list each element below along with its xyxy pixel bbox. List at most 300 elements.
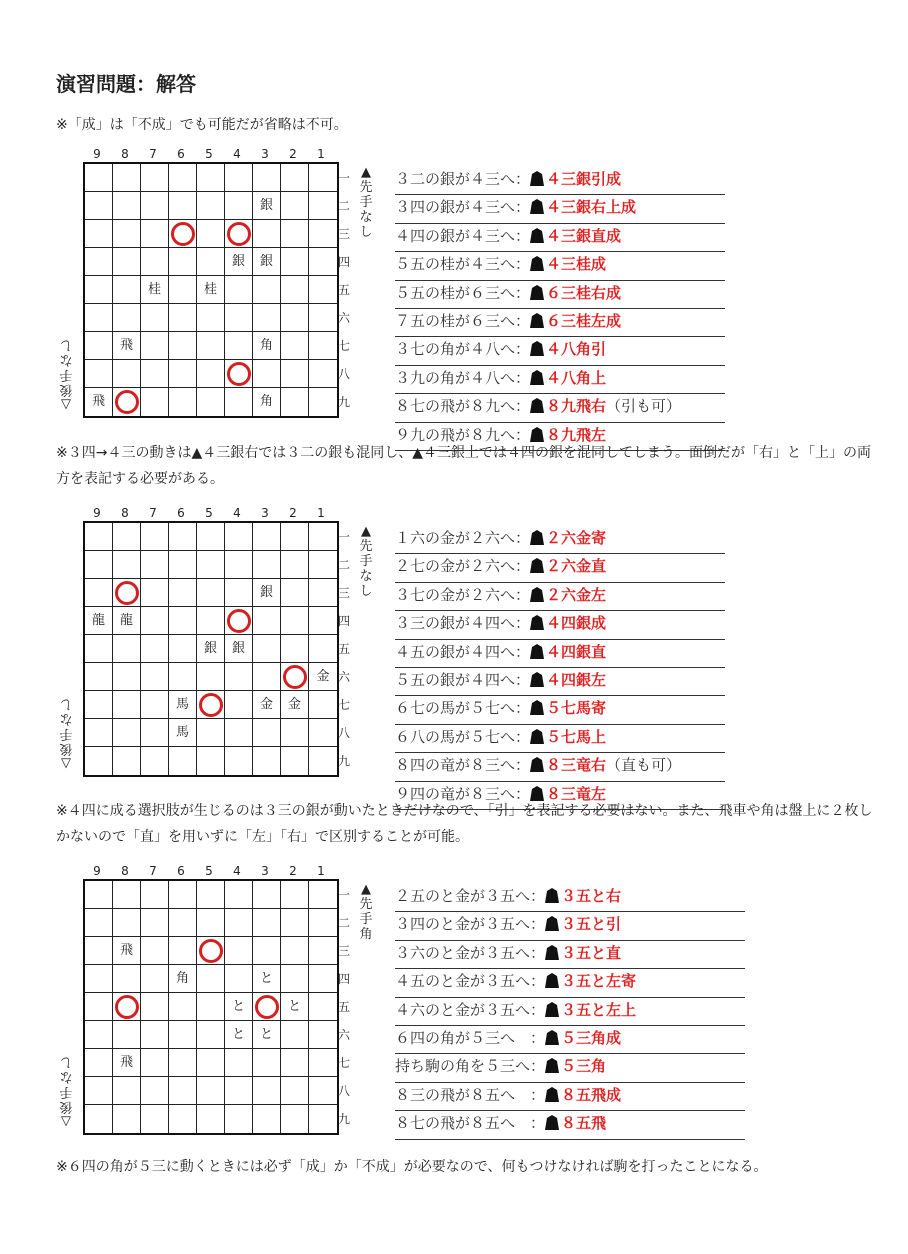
- board-square: [169, 523, 197, 551]
- board-square: [309, 691, 337, 719]
- rank-label: 四: [338, 255, 351, 269]
- answer-row: [395, 583, 725, 611]
- shogi-piece: 角: [175, 971, 189, 986]
- answer-question: ８四の竜が８三へ：: [395, 756, 531, 775]
- board-square: [253, 965, 281, 993]
- shogi-board: [83, 162, 339, 418]
- answer-move: ５三角: [561, 1057, 607, 1076]
- board-square: [197, 881, 225, 909]
- board-square: [85, 523, 113, 551]
- board-square: [197, 388, 225, 416]
- board-square: [141, 747, 169, 775]
- board-square: [253, 304, 281, 332]
- board-square: [113, 276, 141, 304]
- shogi-piece: 飛: [91, 394, 105, 409]
- answer-move: ５七馬寄: [546, 699, 607, 718]
- board-square: [225, 360, 253, 388]
- shogi-piece: 銀: [231, 641, 245, 656]
- answer-move: ４八角上: [546, 368, 607, 387]
- black-piece-icon: [545, 943, 559, 967]
- board-square: [281, 663, 309, 691]
- rank-label: 二: [338, 916, 351, 930]
- answer-question: ６七の馬が５七へ：: [395, 699, 531, 718]
- board-square: [169, 1077, 197, 1105]
- board-square: [281, 909, 309, 937]
- rank-label: 二: [338, 199, 351, 213]
- black-piece-icon: [530, 698, 544, 722]
- answer-question: ３七の角が４八へ：: [395, 340, 531, 359]
- board-square: [113, 551, 141, 579]
- black-piece-icon: [545, 914, 559, 938]
- shogi-piece: 桂: [203, 282, 217, 297]
- file-label: 5: [205, 506, 213, 520]
- answer-move: ４三銀引成: [546, 170, 622, 188]
- rank-label: 一: [338, 171, 351, 185]
- board-square: [225, 579, 253, 607]
- board-square: [85, 1049, 113, 1077]
- board-square: [141, 1049, 169, 1077]
- board-square: [309, 1049, 337, 1077]
- board-square: [281, 192, 309, 220]
- board-square: [253, 579, 281, 607]
- file-label: 4: [233, 506, 241, 520]
- shogi-piece: 銀: [231, 254, 245, 269]
- target-circle-marker: [115, 390, 139, 414]
- board-square: [169, 747, 197, 775]
- board-square: [225, 523, 253, 551]
- answer-row: [395, 969, 745, 997]
- board-square: [85, 993, 113, 1021]
- rank-label: 四: [338, 972, 351, 986]
- board-square: [281, 993, 309, 1021]
- board-square: [141, 691, 169, 719]
- answer-row: [395, 912, 745, 940]
- answer-remark: （直も可）: [606, 756, 682, 775]
- board-square: [197, 360, 225, 388]
- board-square: [141, 360, 169, 388]
- board-square: [85, 909, 113, 937]
- board-square: [253, 937, 281, 965]
- board-square: [225, 881, 253, 909]
- board-square: [309, 1077, 337, 1105]
- answer-move: ４四銀直: [546, 642, 607, 661]
- target-circle-marker: [115, 581, 139, 605]
- board-square: [169, 719, 197, 747]
- board-square: [169, 881, 197, 909]
- rank-label: 三: [338, 227, 351, 241]
- board-square: [169, 993, 197, 1021]
- black-piece-icon: [545, 1000, 559, 1024]
- board-square: [253, 332, 281, 360]
- board-square: [225, 192, 253, 220]
- board-square: [197, 965, 225, 993]
- board-square: [309, 937, 337, 965]
- answer-question: ３四の銀が４三へ：: [395, 198, 531, 217]
- black-piece-icon: [545, 1085, 559, 1109]
- problem-1: [0, 147, 908, 447]
- answer-question: ５五の桂が４三へ：: [395, 255, 531, 274]
- board-square: [113, 691, 141, 719]
- board-square: [169, 304, 197, 332]
- board-square: [253, 360, 281, 388]
- board-square: [309, 579, 337, 607]
- shogi-piece: 金: [316, 669, 330, 684]
- board-square: [253, 1077, 281, 1105]
- board-square: [281, 360, 309, 388]
- target-circle-marker: [255, 995, 279, 1019]
- board-square: [197, 220, 225, 248]
- answer-question: ９九の飛が８九へ：: [395, 425, 531, 444]
- board-square: [225, 551, 253, 579]
- board-square: [169, 332, 197, 360]
- shogi-piece: 角: [259, 394, 273, 409]
- shogi-piece: と: [259, 1027, 273, 1042]
- board-square: [225, 248, 253, 276]
- board-square: [309, 747, 337, 775]
- board-square: [253, 523, 281, 551]
- file-labels: [83, 864, 337, 880]
- answer-move: ３五と直: [561, 943, 622, 962]
- answer-question: ６八の馬が５七へ：: [395, 727, 531, 746]
- answer-question: 持ち駒の角を５三へ：: [395, 1057, 546, 1076]
- black-piece-icon: [545, 971, 559, 995]
- answer-move: ８三竜左: [546, 784, 607, 803]
- file-label: 9: [93, 864, 101, 878]
- shogi-piece: 飛: [119, 338, 133, 353]
- black-piece-icon: [530, 311, 544, 335]
- board-square: [169, 276, 197, 304]
- board-square: [309, 719, 337, 747]
- file-label: 1: [317, 506, 325, 520]
- answer-row: [395, 884, 745, 912]
- board-square: [253, 1049, 281, 1077]
- answer-question: ２七の金が２六へ：: [395, 557, 531, 576]
- answer-row: [395, 366, 725, 394]
- shogi-piece: 馬: [175, 725, 189, 740]
- board-square: [309, 360, 337, 388]
- board-square: [141, 164, 169, 192]
- rank-label: 七: [338, 698, 351, 712]
- target-circle-marker: [199, 939, 223, 963]
- board-square: [253, 220, 281, 248]
- rank-label: 八: [338, 726, 351, 740]
- board-square: [253, 691, 281, 719]
- target-circle-marker: [227, 222, 251, 246]
- board-square: [253, 388, 281, 416]
- shogi-piece: 馬: [175, 697, 189, 712]
- board-square: [197, 691, 225, 719]
- black-piece-icon: [530, 197, 544, 221]
- black-piece-icon: [530, 169, 544, 193]
- board-square: [113, 1021, 141, 1049]
- board-square: [253, 881, 281, 909]
- shogi-piece: と: [259, 971, 273, 986]
- board-square: [85, 937, 113, 965]
- board-square: [253, 607, 281, 635]
- board-square: [309, 248, 337, 276]
- board-square: [281, 691, 309, 719]
- note-2: ※４四に成る選択肢が生じるのは３三の銀が動いたときだけなので、「引」を表記する必要はない。また、飛車や角は盤上に２枚しかないので「直」を用いずに「左」「右」で区別することが可能。: [56, 803, 873, 845]
- board-square: [281, 1077, 309, 1105]
- board-square: [225, 965, 253, 993]
- board-square: [113, 579, 141, 607]
- board-square: [225, 663, 253, 691]
- shogi-piece: 銀: [259, 254, 273, 269]
- board-square: [169, 220, 197, 248]
- answer-move: ３五と左寄: [561, 972, 637, 991]
- answer-move: ４八角引: [546, 340, 607, 359]
- answer-question: ３六のと金が３五へ：: [395, 943, 546, 962]
- answer-move: ８九飛左: [546, 425, 607, 444]
- black-piece-icon: [530, 642, 544, 666]
- board-square: [309, 635, 337, 663]
- answer-question: ８七の飛が８九へ：: [395, 397, 531, 416]
- board-square: [253, 747, 281, 775]
- board-square: [141, 1105, 169, 1133]
- board-square: [113, 248, 141, 276]
- rank-label: 八: [338, 367, 351, 381]
- board-square: [281, 607, 309, 635]
- file-label: 4: [233, 147, 241, 161]
- board-square: [85, 691, 113, 719]
- board-square: [197, 1021, 225, 1049]
- rank-label: 五: [338, 642, 351, 656]
- target-circle-marker: [227, 609, 251, 633]
- answer-list: [395, 167, 725, 451]
- answer-row: [395, 611, 725, 639]
- answer-question: ８七の飛が８五へ ：: [395, 1114, 546, 1133]
- black-piece-icon: [530, 528, 544, 552]
- board-square: [225, 276, 253, 304]
- board-square: [253, 635, 281, 663]
- board-square: [169, 1021, 197, 1049]
- board-square: [281, 164, 309, 192]
- board-square: [197, 164, 225, 192]
- black-piece-icon: [530, 339, 544, 363]
- board-square: [169, 579, 197, 607]
- board-square: [85, 747, 113, 775]
- answer-question: ２五のと金が３五へ：: [395, 887, 546, 905]
- board-square: [281, 579, 309, 607]
- answer-row: [395, 941, 745, 969]
- answer-question: ３二の銀が４三へ：: [395, 170, 531, 188]
- board-square: [225, 332, 253, 360]
- answer-list: [395, 526, 725, 810]
- board-square: [141, 192, 169, 220]
- rank-label: 六: [338, 1028, 351, 1042]
- board-square: [113, 937, 141, 965]
- rank-label: 七: [338, 1056, 351, 1070]
- board-square: [113, 304, 141, 332]
- file-labels: [83, 147, 337, 163]
- board-square: [113, 747, 141, 775]
- board-square: [281, 248, 309, 276]
- shogi-piece: 龍: [91, 613, 105, 628]
- answer-move: ３五と左上: [561, 1000, 637, 1019]
- board-square: [85, 192, 113, 220]
- board-square: [169, 1105, 197, 1133]
- black-piece-icon: [530, 254, 544, 278]
- board-square: [141, 881, 169, 909]
- board-square: [225, 635, 253, 663]
- board-square: [113, 909, 141, 937]
- note-1: ※３四→４三の動きは▲４三銀右では３二の銀も混同し、▲４三銀上では４四の銀を混同してしまう。面倒だが「右」と「上」の両方を表記する必要がある。: [56, 445, 871, 487]
- target-circle-marker: [283, 665, 307, 689]
- board-square: [113, 607, 141, 635]
- answer-list: [395, 884, 745, 1140]
- board-square: [141, 993, 169, 1021]
- file-label: 3: [261, 147, 269, 161]
- shogi-board: [83, 879, 339, 1135]
- answer-row: [395, 337, 725, 365]
- board-square: [281, 388, 309, 416]
- page-title: 演習問題：解答: [56, 72, 196, 96]
- answer-row: [395, 1054, 745, 1082]
- answer-row: [395, 309, 725, 337]
- answer-question: ５五の銀が４四へ：: [395, 670, 531, 689]
- board-square: [85, 276, 113, 304]
- board-square: [141, 1077, 169, 1105]
- answer-question: １六の金が２六へ：: [395, 529, 531, 547]
- file-label: 3: [261, 864, 269, 878]
- shogi-board: [83, 521, 339, 777]
- board-square: [113, 164, 141, 192]
- answer-question: ４六のと金が３五へ：: [395, 1000, 546, 1019]
- answer-move: ２六金直: [546, 557, 607, 576]
- black-piece-icon: [530, 585, 544, 609]
- black-piece-icon: [545, 1056, 559, 1080]
- file-label: 3: [261, 506, 269, 520]
- board-square: [197, 551, 225, 579]
- board-square: [85, 607, 113, 635]
- board-square: [281, 965, 309, 993]
- shogi-piece: 金: [287, 697, 301, 712]
- board-square: [113, 881, 141, 909]
- board-square: [309, 881, 337, 909]
- rank-label: 九: [338, 395, 351, 409]
- board-square: [169, 1049, 197, 1077]
- board-square: [113, 220, 141, 248]
- answer-move: ６三桂左成: [546, 311, 622, 330]
- rank-label: 八: [338, 1084, 351, 1098]
- answer-row: [395, 998, 745, 1026]
- board-square: [309, 1021, 337, 1049]
- shogi-piece: と: [231, 999, 245, 1014]
- shogi-piece: 飛: [119, 943, 133, 958]
- board-square: [253, 1021, 281, 1049]
- board-square: [85, 663, 113, 691]
- board-square: [85, 304, 113, 332]
- board-square: [281, 1105, 309, 1133]
- board-square: [253, 663, 281, 691]
- board-square: [309, 1105, 337, 1133]
- board-square: [253, 719, 281, 747]
- board-square: [281, 276, 309, 304]
- rank-label: 七: [338, 339, 351, 353]
- board-square: [169, 937, 197, 965]
- board-square: [141, 388, 169, 416]
- answer-move: ３五と右: [561, 887, 622, 905]
- rank-label: 一: [338, 888, 351, 902]
- answer-row: [395, 696, 725, 724]
- board-square: [309, 993, 337, 1021]
- shogi-piece: 角: [259, 338, 273, 353]
- board-square: [197, 719, 225, 747]
- rank-label: 五: [338, 283, 351, 297]
- black-piece-icon: [545, 886, 559, 910]
- shogi-piece: 銀: [203, 641, 217, 656]
- board-square: [141, 579, 169, 607]
- answer-row: [395, 252, 725, 280]
- board-square: [197, 248, 225, 276]
- answer-row: [395, 753, 725, 781]
- rank-label: 一: [338, 530, 351, 544]
- file-label: 2: [289, 147, 297, 161]
- board-square: [169, 388, 197, 416]
- board-square: [281, 881, 309, 909]
- answer-move: ４三銀直成: [546, 226, 622, 245]
- board-square: [141, 965, 169, 993]
- board-square: [85, 388, 113, 416]
- board-square: [225, 719, 253, 747]
- board-square: [169, 909, 197, 937]
- board-square: [197, 747, 225, 775]
- answer-question: ３九の角が４八へ：: [395, 368, 531, 387]
- board-square: [141, 635, 169, 663]
- black-hand: ▲先手 なし: [359, 165, 373, 240]
- shogi-piece: と: [231, 1027, 245, 1042]
- board-square: [141, 220, 169, 248]
- rank-label: 九: [338, 754, 351, 768]
- board-square: [309, 909, 337, 937]
- board-square: [141, 719, 169, 747]
- board-square: [309, 220, 337, 248]
- answer-move: ４四銀成: [546, 614, 607, 633]
- board-square: [253, 993, 281, 1021]
- board-square: [225, 304, 253, 332]
- board-square: [169, 192, 197, 220]
- black-piece-icon: [530, 226, 544, 250]
- board-square: [169, 965, 197, 993]
- answer-move: ８三竜右: [546, 756, 607, 775]
- board-square: [141, 663, 169, 691]
- board-square: [141, 909, 169, 937]
- board-square: [169, 663, 197, 691]
- answer-question: ３四のと金が３五へ：: [395, 915, 546, 934]
- board-square: [225, 1049, 253, 1077]
- board-square: [85, 1021, 113, 1049]
- answer-row: [395, 1083, 745, 1111]
- board-square: [141, 304, 169, 332]
- board-square: [253, 909, 281, 937]
- answer-question: ９四の竜が８三へ：: [395, 784, 531, 803]
- board-square: [225, 1077, 253, 1105]
- answer-move: ２六金左: [546, 585, 607, 604]
- black-piece-icon: [545, 1028, 559, 1052]
- board-square: [281, 635, 309, 663]
- file-label: 5: [205, 864, 213, 878]
- file-labels: [83, 506, 337, 522]
- file-label: 8: [121, 506, 129, 520]
- answer-question: ６四の角が５三へ ：: [395, 1028, 546, 1047]
- black-piece-icon: [530, 556, 544, 580]
- shogi-piece: 桂: [147, 282, 161, 297]
- board-square: [141, 607, 169, 635]
- rank-label: 五: [338, 1000, 351, 1014]
- board-square: [253, 248, 281, 276]
- board-square: [85, 1105, 113, 1133]
- board-square: [141, 937, 169, 965]
